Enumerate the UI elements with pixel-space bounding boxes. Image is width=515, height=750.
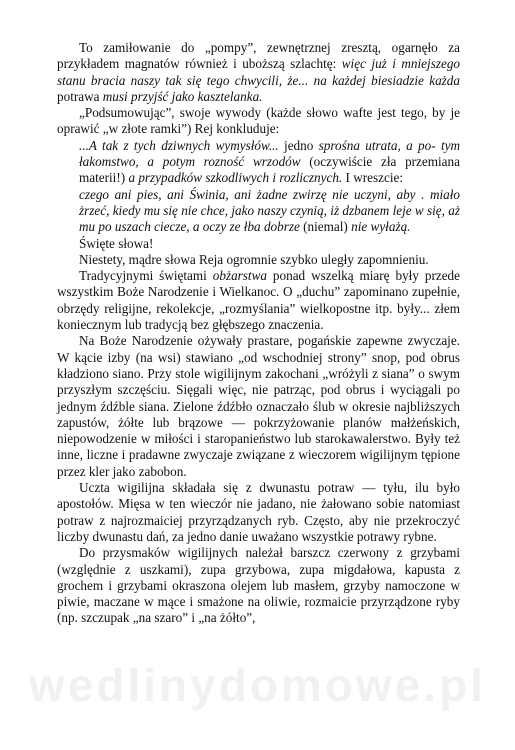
italic-run: sprośna utrata, a po- tym łakomstwo, a potym rozność wrzodów: [79, 137, 460, 170]
text-run: ponad wszelką miarę były przede wszystkim Boże Narodzenie i Wielkanoc. O „duchu” zapominano zupełnie, obrzędy religijne, rekolekcje, „rozmyślania” wielkopostne itp. były... złem koniecznym lub tradycją bez głębszego znaczenia.: [57, 268, 460, 333]
italic-run: czego ani pies, ani Świnia, ani żadne zwirzę nie uczyni, aby . miało żrzeć, kiedy mu się nie chce, jako naszy czynią, iż dzbanem leje w się, aż mu po uszach ciecze, a oczy ze łba dobrze: [79, 186, 460, 235]
watermark: wedlinydomowe.pl: [29, 659, 486, 711]
paragraph: [57, 40, 460, 105]
text-run: potrawa: [57, 88, 103, 104]
quote-paragraph: [57, 138, 460, 187]
italic-run: obżarstwa: [212, 268, 267, 284]
italic-run: musi przyjść jako kasztelanka.: [102, 88, 263, 104]
text-run: „Podsumowując”, swoje wywody (każde słowo wafte jest tego, by je oprawić „w złote ramki”) Rej konkluduje:: [57, 105, 460, 137]
paragraph: [57, 333, 460, 480]
paragraph: [57, 545, 460, 626]
paragraph: [57, 252, 460, 268]
text-run: (niemal): [299, 219, 352, 235]
italic-run: a przypadków szkodliwych i rozlicznych.: [128, 170, 343, 186]
text-run: Tradycyjnymi świętami: [79, 268, 213, 284]
text-run: jedno: [278, 137, 319, 153]
paragraph: [57, 480, 460, 545]
italic-run: więc już i mniejszego stanu bracia naszy tak się tego chwycili, że... na każdej biesiadzie każda: [57, 56, 461, 88]
paragraph: [57, 268, 460, 333]
text-run: (oczywiście zła przemiana materii!): [79, 154, 460, 186]
paragraph: [57, 236, 460, 252]
italic-run: ...A tak z tych dziwnych wymysłów...: [79, 137, 279, 153]
text-run: To zamiłowanie do „pompy”, zewnętrznej zresztą, ogarnęło za przykładem magnatów również i uboższą szlachtę:: [57, 40, 460, 72]
text-run: Do przysmaków wigilijnych należał barszcz czerwony z grzybami (względnie z uszkami), zupa grzybowa, zupa migdałowa, kapusta z grochem i grzybami okraszona olejem lub masłem, grzyby namoczone w piwie, maczane w mące i smażone na oliwie, rozmaicie przyrządzone ryby (np. szczupak „na szaro” i „na żółto”,: [57, 545, 460, 626]
text-run: I wreszcie:: [342, 170, 404, 186]
paragraph: [57, 105, 460, 138]
document-body: [57, 40, 460, 627]
text-run: Święte słowa!: [79, 235, 154, 251]
text-run: Na Boże Narodzenie ożywały prastare, pogańskie zapewne zwyczaje. W kącie izby (na wsi) stawiano „od wschodniej strony” snop, pod obrus kładziono siano. Przy stole wigilijnym zakochani „wróżyli z siana” o swym przyszłym szczęściu. Sięgali więc, nie patrząc, pod obrus i wyciągali po jednym źdźble siana. Zielone źdźbło oznaczało ślub w okresie najbliższych zapustów, żółte lub brązowe — pokrzyżowanie planów małżeńskich, niepowodzenie w miłości i staropanieństwo lub starokawalerstwo. Były też inne, liczne i pradawne zwyczaje związane z wieczorem wigilijnym tępione przez kler jako zabobon.: [57, 333, 460, 479]
italic-run: nie wyłażą.: [351, 219, 411, 235]
text-run: Uczta wigilijna składała się z dwunastu potraw — tyłu, ilu było apostołów. Mięsa w ten wieczór nie jadano, nie żałowano sobie natomiast potraw z najrozmaiciej przyrządzanych ryb. Często, aby nie przekroczyć liczby dwunastu dań, za jedno danie uważano wszystkie potrawy rybne.: [57, 480, 460, 544]
text-run: Niestety, mądre słowa Reja ogromnie szybko uległy zapomnieniu.: [79, 251, 429, 267]
quote-paragraph: [57, 187, 460, 236]
